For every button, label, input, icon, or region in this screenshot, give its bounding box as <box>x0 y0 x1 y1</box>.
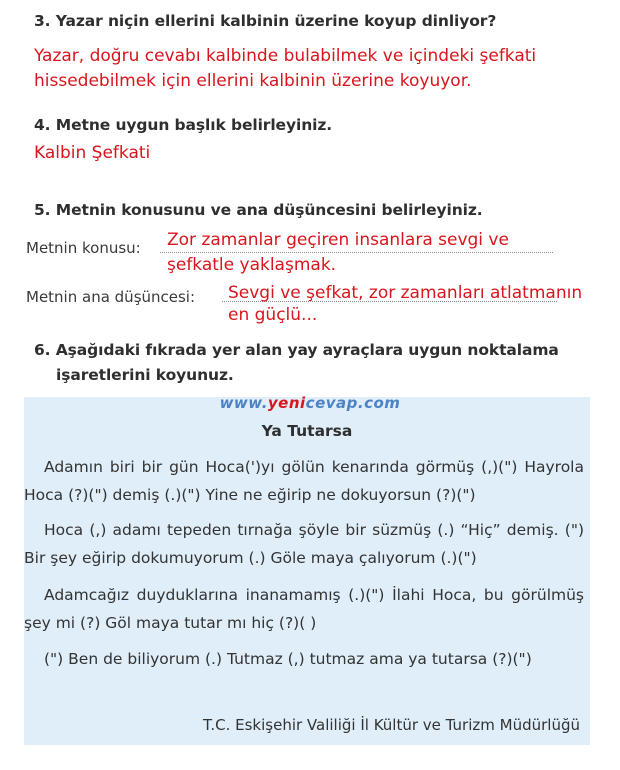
topic-answer-line-2: şefkatle yaklaşmak. <box>167 255 337 275</box>
story-paragraph-1-text: Adamın biri bir gün Hoca(')yı gölün kenarında görmüş (,)(") Hayrola Hoca (?)(") demiş (.)(") Yine ne eğirip ne dokuyorsun (?)(") <box>24 458 584 504</box>
story-paragraph-3 <box>24 581 584 637</box>
story-paragraph-2-text: Hoca (,) adamı tepeden tırnağa şöyle bir süzmüş (.) “Hiç” demiş. (") Bir şey eğirip dokumuyorum (.) Göle maya çalıyorum (.)(") <box>24 521 584 567</box>
story-paragraph-4-text: (") Ben de biliyorum (.) Tutmaz (,) tutmaz ama ya tutarsa (?)(") <box>44 650 532 668</box>
question-5: 5. Metnin konusunu ve ana düşüncesini belirleyiniz. <box>34 201 483 219</box>
answer-3-line-2: hissedebilmek için ellerini kalbinin üzerine koyuyor. <box>34 71 472 91</box>
answer-4: Kalbin Şefkati <box>34 143 151 163</box>
main-idea-label: Metnin ana düşüncesi: <box>26 288 196 306</box>
question-6-line-1: 6. Aşağıdaki fıkrada yer alan yay ayraçlara uygun noktalama <box>34 341 559 359</box>
story-paragraph-1 <box>24 453 584 509</box>
story-title: Ya Tutarsa <box>261 422 353 440</box>
story-paragraph-2 <box>24 516 584 572</box>
question-4: 4. Metne uygun başlık belirleyiniz. <box>34 116 333 134</box>
watermark-post: cevap.com <box>305 394 401 412</box>
watermark <box>0 394 620 412</box>
watermark-mid: yeni <box>267 394 306 412</box>
story-source: T.C. Eskişehir Valiliği İl Kültür ve Turizm Müdürlüğü <box>202 716 580 734</box>
main-idea-answer-line-2: en güçlü... <box>228 305 318 325</box>
topic-answer-line-1: Zor zamanlar geçiren insanlara sevgi ve <box>167 230 509 250</box>
answer-3-line-1: Yazar, doğru cevabı kalbinde bulabilmek ve içindeki şefkati <box>34 46 537 66</box>
story-paragraph-4 <box>24 645 584 673</box>
question-3: 3. Yazar niçin ellerini kalbinin üzerine koyup dinliyor? <box>34 12 497 30</box>
story-paragraph-3-text: Adamcağız duyduklarına inanamamış (.)(") İlahi Hoca, bu görülmüş şey mi (?) Göl maya tutar mı hiç (?)( ) <box>24 586 584 632</box>
main-idea-answer-line-1: Sevgi ve şefkat, zor zamanları atlatmanın <box>228 283 583 303</box>
topic-label: Metnin konusu: <box>26 239 141 257</box>
question-6-line-2: işaretlerini koyunuz. <box>56 366 234 384</box>
watermark-pre: www. <box>219 394 268 412</box>
